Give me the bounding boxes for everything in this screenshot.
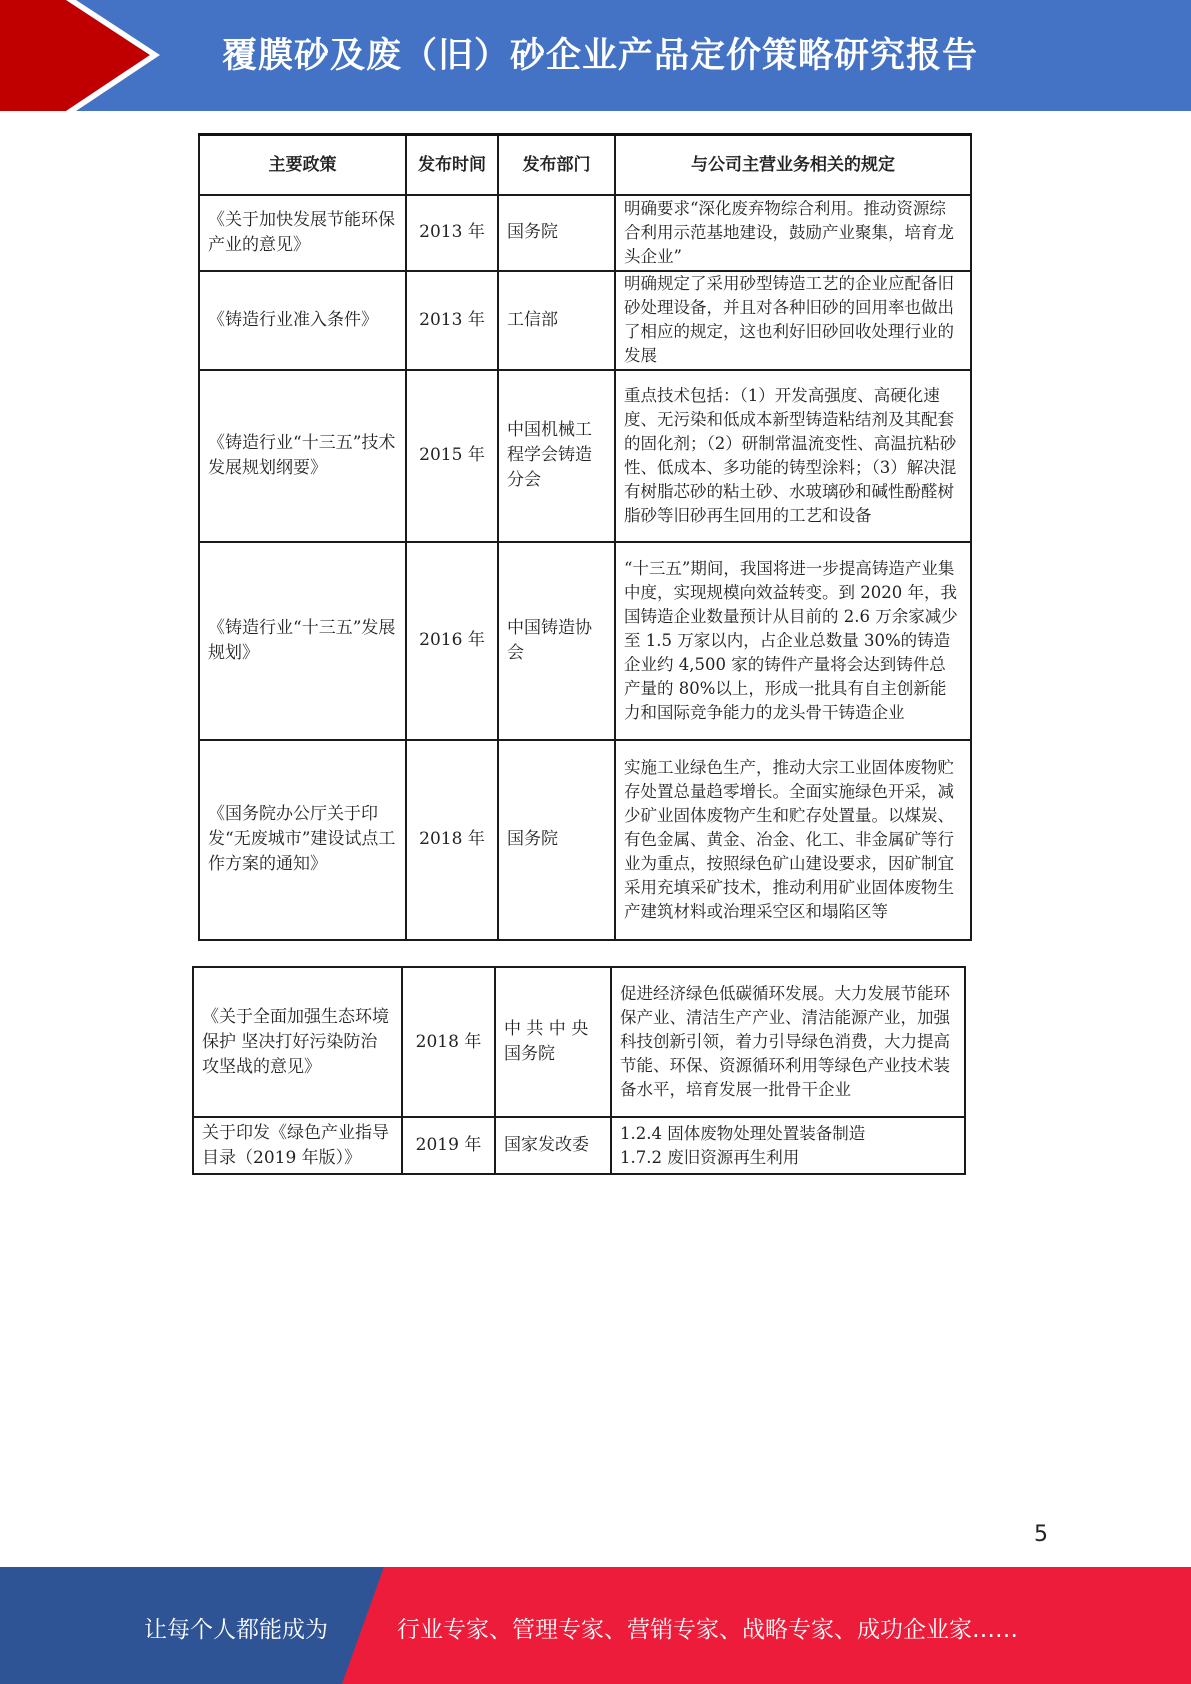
policy-rule: 实施工业绿色生产，推动大宗工业固体废物贮存处置总量趋零增长。全面实施绿色开采，减少矿业固体废物产生和贮存处置量。以煤炭、有色金属、黄金、冶金、化工、非金属矿等行业为重点，按照绿色矿山建设要求，因矿制宜采用充填采矿技术，推动利用矿业固体废物生产建筑材料或治理采空区和塌陷区等 (615, 740, 971, 940)
header-arrow-icon (0, 0, 160, 111)
policy-year: 2013 年 (406, 271, 498, 370)
policy-table-continued (192, 966, 966, 1175)
policy-rule-line: 1.2.4 固体废物处理处置装备制造 (620, 1123, 866, 1143)
policy-name: 关于印发《绿色产业指导目录（2019 年版）》 (193, 1117, 402, 1174)
column-header-year: 发布时间 (406, 135, 498, 195)
policy-rule (611, 1117, 965, 1174)
policy-rule: 明确规定了采用砂型铸造工艺的企业应配备旧砂处理设备，并且对各种旧砂的回用率也做出了相应的规定，这也利好旧砂回收处理行业的发展 (615, 271, 971, 370)
table-row (199, 195, 971, 271)
policy-name: 《铸造行业“十三五”发展规划》 (199, 542, 406, 740)
policy-dept: 中国机械工程学会铸造分会 (498, 370, 615, 542)
page-number: 5 (1034, 1522, 1048, 1547)
page-footer (0, 1567, 1191, 1684)
page-header (0, 0, 1191, 111)
policy-name: 《铸造行业准入条件》 (199, 271, 406, 370)
policy-year: 2018 年 (406, 740, 498, 940)
report-title: 覆膜砂及废（旧）砂企业产品定价策略研究报告 (222, 36, 979, 76)
policy-year: 2019 年 (402, 1117, 495, 1174)
policy-rule: 促进经济绿色低碳循环发展。大力发展节能环保产业、清洁生产产业、清洁能源产业，加强科技创新引领，着力引导绿色消费，大力提高节能、环保、资源循环利用等绿色产业技术装备水平，培育发展一批骨干企业 (611, 967, 965, 1117)
policy-name: 《关于全面加强生态环境保护 坚决打好污染防治攻坚战的意见》 (193, 967, 402, 1117)
table-row (199, 370, 971, 542)
table-row (193, 967, 965, 1117)
table-row (199, 740, 971, 940)
footer-slogan-right: 行业专家、管理专家、营销专家、战略专家、成功企业家…… (397, 1617, 1018, 1643)
policy-dept: 国家发改委 (495, 1117, 611, 1174)
policy-name: 《铸造行业“十三五”技术发展规划纲要》 (199, 370, 406, 542)
policy-rule: “十三五”期间，我国将进一步提高铸造产业集中度，实现规模向效益转变。到 2020 年，我国铸造企业数量预计从目前的 2.6 万余家减少至 1.5 万家以内，占企业总数量 30%的铸造企业约 4,500 家的铸件产量将会达到铸件总产量的 80%以上，形成一批具有自主创新能力和国际竞争能力的龙头骨干铸造企业 (615, 542, 971, 740)
policy-year: 2015 年 (406, 370, 498, 542)
table-row (199, 271, 971, 370)
column-header-dept: 发布部门 (498, 135, 615, 195)
column-header-policy: 主要政策 (199, 135, 406, 195)
policy-year: 2013 年 (406, 195, 498, 271)
table-row (199, 542, 971, 740)
policy-dept: 国务院 (498, 740, 615, 940)
policy-dept: 工信部 (498, 271, 615, 370)
table-header-row (199, 135, 971, 195)
policy-table (198, 133, 972, 941)
table-row (193, 1117, 965, 1174)
policy-dept: 国务院 (498, 195, 615, 271)
policy-name: 《国务院办公厅关于印发“无废城市”建设试点工作方案的通知》 (199, 740, 406, 940)
policy-dept: 中 共 中 央 国务院 (495, 967, 611, 1117)
policy-year: 2016 年 (406, 542, 498, 740)
policy-rule: 重点技术包括：（1）开发高强度、高硬化速度、无污染和低成本新型铸造粘结剂及其配套的固化剂；（2）研制常温流变性、高温抗粘砂性、低成本、多功能的铸型涂料；（3）解决混有树脂芯砂的粘土砂、水玻璃砂和碱性酚醛树脂砂等旧砂再生回用的工艺和设备 (615, 370, 971, 542)
policy-dept: 中国铸造协会 (498, 542, 615, 740)
policy-name: 《关于加快发展节能环保产业的意见》 (199, 195, 406, 271)
policy-rule-line: 1.7.2 废旧资源再生利用 (620, 1147, 800, 1167)
column-header-rule: 与公司主营业务相关的规定 (615, 135, 971, 195)
footer-slogan-left: 让每个人都能成为 (144, 1617, 328, 1643)
policy-rule: 明确要求“深化废弃物综合利用。推动资源综合利用示范基地建设，鼓励产业聚集，培育龙头企业” (615, 195, 971, 271)
policy-year: 2018 年 (402, 967, 495, 1117)
